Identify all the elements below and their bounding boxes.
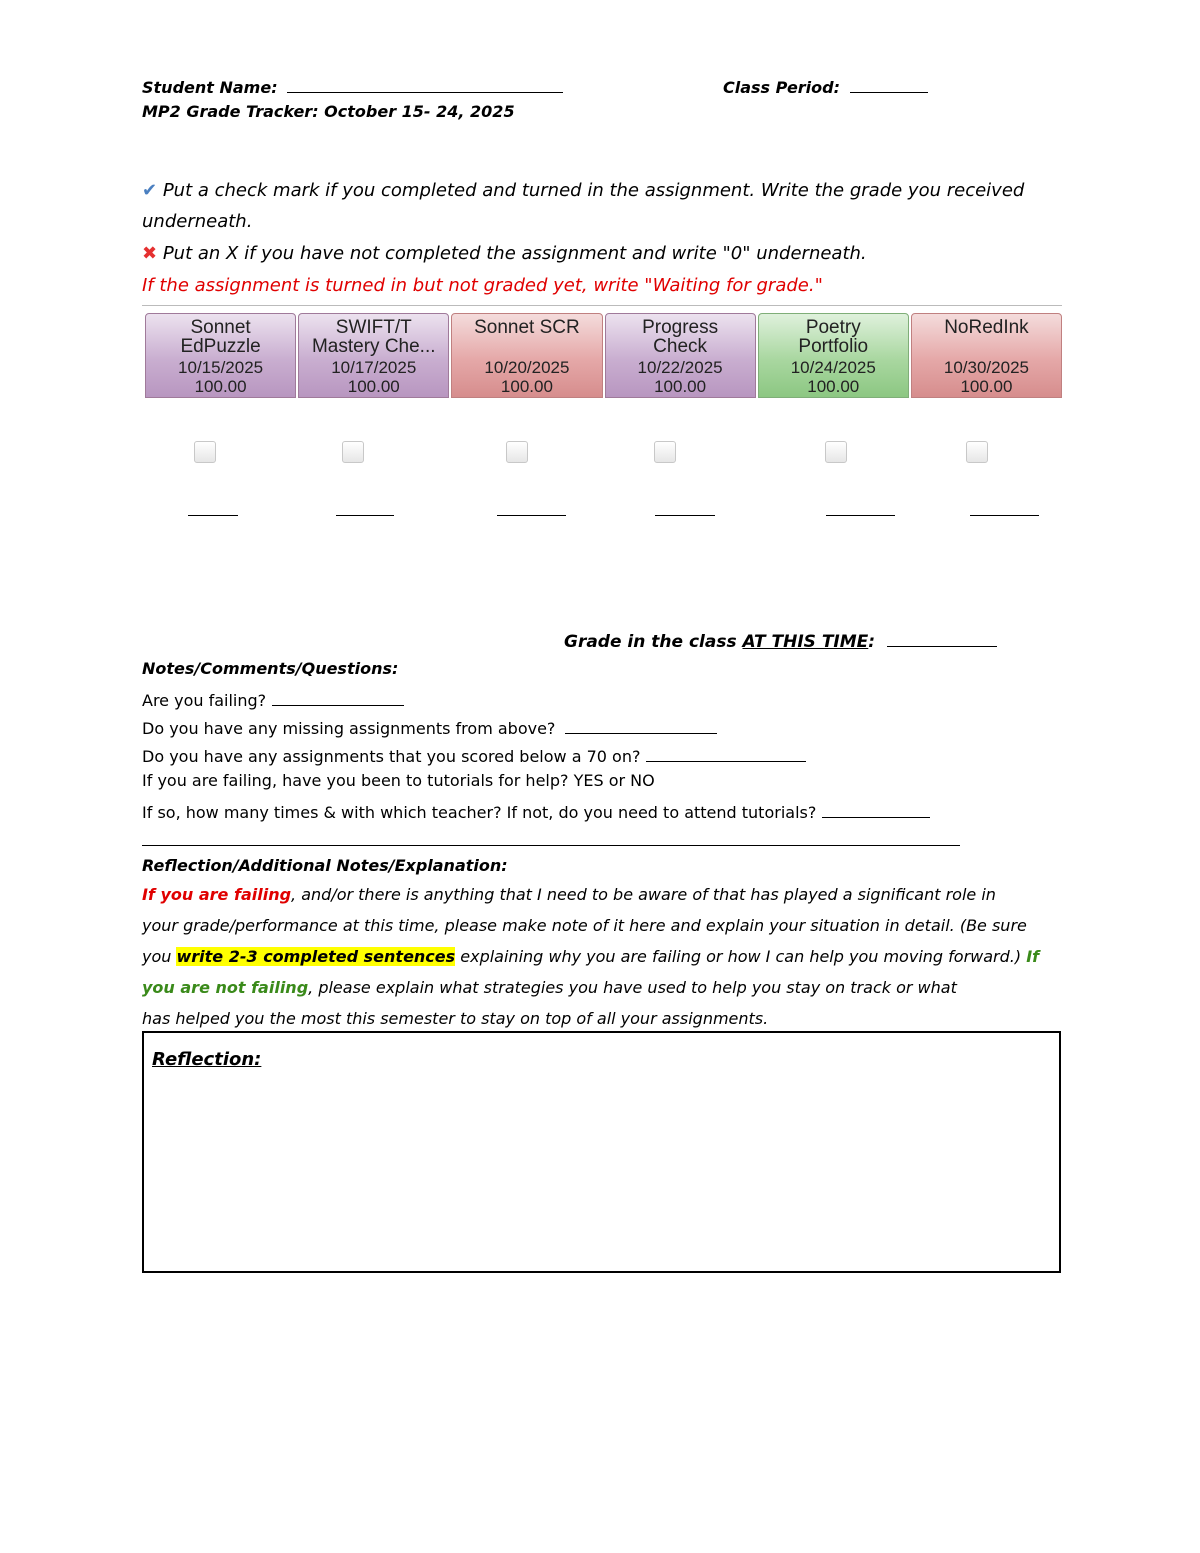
assignment-tile: Progress Check 10/22/2025 100.00: [605, 313, 756, 398]
assignment-tile: Sonnet EdPuzzle 10/15/2025 100.00: [145, 313, 296, 398]
question-tutorials: If you are failing, have you been to tutorials for help? YES or NO: [142, 771, 655, 790]
assignment-tiles: [145, 313, 1062, 398]
assignment-date: 10/15/2025: [178, 358, 264, 377]
x-mark-icon: ✖: [142, 243, 158, 264]
assignment-points: 100.00: [347, 377, 400, 396]
grade-blank[interactable]: [336, 515, 394, 516]
assignment-points: 100.00: [807, 377, 860, 396]
grade-blank[interactable]: [188, 515, 238, 516]
completion-checkbox[interactable]: [342, 441, 364, 463]
assignment-date: 10/17/2025: [331, 358, 417, 377]
current-grade-blank[interactable]: [887, 628, 997, 647]
completion-checkbox[interactable]: [825, 441, 847, 463]
grade-at-this-time: Grade in the class AT THIS TIME:: [564, 628, 997, 652]
grade-blank[interactable]: [826, 515, 895, 516]
grade-blank[interactable]: [970, 515, 1039, 516]
reflection-heading: Reflection/Additional Notes/Explanation:: [142, 856, 508, 875]
reflection-instructions: If you are failing, and/or there is anything that I need to be aware of that has played a significant role in your grade/performance at this time, please make note of it here and explain your situation in detail. (Be sure you write 2-3 completed sentences explaining why you are failing or how I can help you moving forward.) If you are not failing, please explain what strategies you have used to help you stay on track or what has helped you the most this semester to stay on top of all your assignments.: [142, 885, 1040, 1028]
reflection-box[interactable]: [142, 1031, 1061, 1273]
tracker-title: MP2 Grade Tracker: October 15- 24, 2025: [142, 102, 515, 121]
grade-blank[interactable]: [655, 515, 715, 516]
completion-checkbox[interactable]: [654, 441, 676, 463]
completion-checkbox[interactable]: [194, 441, 216, 463]
answer-line[interactable]: [142, 845, 960, 846]
check-instruction: ✔ Put a check mark if you completed and turned in the assignment. Write the grade you received: [142, 180, 1025, 201]
assignment-points: 100.00: [960, 377, 1013, 396]
answer-blank[interactable]: [565, 715, 717, 734]
assignment-tile: Poetry Portfolio 10/24/2025 100.00: [758, 313, 909, 398]
check-instruction-cont: underneath.: [142, 211, 253, 232]
assignment-date: 10/30/2025: [943, 358, 1029, 377]
check-mark-icon: ✔: [142, 180, 158, 201]
x-instruction: ✖ Put an X if you have not completed the assignment and write "0" underneath.: [142, 243, 867, 264]
completion-checkbox[interactable]: [506, 441, 528, 463]
reflection-box-title: Reflection:: [152, 1049, 262, 1070]
answer-blank[interactable]: [822, 799, 930, 818]
student-name-row: [142, 74, 563, 97]
grade-blank[interactable]: [497, 515, 566, 516]
answer-blank[interactable]: [646, 743, 806, 762]
assignment-points: 100.00: [194, 377, 247, 396]
assignment-points: 100.00: [500, 377, 553, 396]
assignment-date: 10/20/2025: [484, 358, 570, 377]
answer-blank[interactable]: [272, 687, 404, 706]
assignment-tile: SWIFT/T Mastery Che... 10/17/2025 100.00: [298, 313, 449, 398]
class-period-blank[interactable]: [850, 74, 928, 93]
assignment-date: 10/22/2025: [637, 358, 723, 377]
waiting-instruction: If the assignment is turned in but not graded yet, write "Waiting for grade.": [142, 275, 823, 296]
completion-checkbox[interactable]: [966, 441, 988, 463]
student-name-label: Student Name:: [142, 78, 278, 97]
class-period-row: [723, 74, 928, 97]
student-name-blank[interactable]: [287, 74, 563, 93]
notes-heading: Notes/Comments/Questions:: [142, 659, 399, 678]
question-missing: Do you have any missing assignments from above?: [142, 715, 717, 738]
question-failing: Are you failing?: [142, 687, 404, 710]
class-period-label: Class Period:: [723, 78, 841, 97]
question-how-many: If so, how many times & with which teacher? If not, do you need to attend tutorials?: [142, 799, 930, 822]
assignment-tile: NoRedInk 10/30/2025 100.00: [911, 313, 1062, 398]
assignment-points: 100.00: [654, 377, 707, 396]
divider: [142, 305, 1062, 306]
assignment-tile: Sonnet SCR 10/20/2025 100.00: [451, 313, 602, 398]
assignment-date: 10/24/2025: [790, 358, 876, 377]
question-below-70: Do you have any assignments that you scored below a 70 on?: [142, 743, 806, 766]
